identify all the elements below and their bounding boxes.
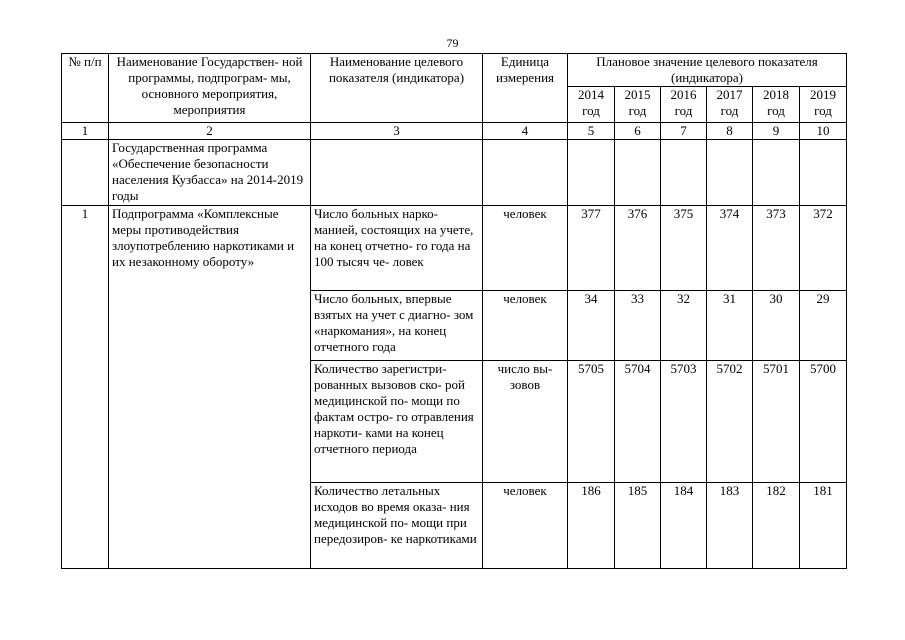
- column-index: 6: [615, 123, 661, 140]
- column-index: 9: [753, 123, 800, 140]
- column-index: 10: [800, 123, 847, 140]
- header-program-name: Наименование Государствен- ной программы, подпрограм- мы, основного мероприятия, мероприятия: [109, 54, 311, 123]
- indicator-name: Количество зарегистри- рованных вызовов ско- рой медицинской по- мощи по фактам остро- го отравления наркоти- ками на конец отчетного периода: [311, 361, 483, 483]
- header-year: 2019 год: [800, 87, 847, 123]
- indicator-name: Число больных, впервые взятых на учет с диагно- зом «наркомания», на конец отчетного года: [311, 291, 483, 361]
- header-year: 2018 год: [753, 87, 800, 123]
- indicator-value: 182: [753, 483, 800, 569]
- indicator-value: 184: [661, 483, 707, 569]
- column-index: 5: [568, 123, 615, 140]
- indicator-value: 374: [707, 206, 753, 291]
- header-no: № п/п: [62, 54, 109, 123]
- indicator-value: 33: [615, 291, 661, 361]
- indicator-value: 183: [707, 483, 753, 569]
- empty-cell: [568, 140, 615, 206]
- column-index: 7: [661, 123, 707, 140]
- column-index: 1: [62, 123, 109, 140]
- empty-cell: [753, 140, 800, 206]
- header-year: 2016 год: [661, 87, 707, 123]
- indicator-value: 375: [661, 206, 707, 291]
- header-year: 2015 год: [615, 87, 661, 123]
- header-year: 2014 год: [568, 87, 615, 123]
- indicator-value: 5700: [800, 361, 847, 483]
- indicator-unit: человек: [483, 206, 568, 291]
- state-program-name: Государственная программа «Обеспечение безопасности населения Кузбасса» на 2014-2019 годы: [109, 140, 311, 206]
- page-number: 79: [446, 36, 459, 50]
- indicator-name: Число больных нарко- манией, состоящих на учете, на конец отчетно- го года на 100 тысяч че- ловек: [311, 206, 483, 291]
- subprogram-name: Подпрограмма «Комплексные меры противодействия злоупотреблению наркотиками и их незаконному обороту»: [109, 206, 311, 569]
- indicator-value: 31: [707, 291, 753, 361]
- indicator-value: 32: [661, 291, 707, 361]
- indicator-value: 181: [800, 483, 847, 569]
- empty-cell: [62, 140, 109, 206]
- column-index: 3: [311, 123, 483, 140]
- column-index: 4: [483, 123, 568, 140]
- indicator-value: 5703: [661, 361, 707, 483]
- indicator-unit: человек: [483, 483, 568, 569]
- indicator-value: 5702: [707, 361, 753, 483]
- header-unit: Единица измерения: [483, 54, 568, 123]
- empty-cell: [661, 140, 707, 206]
- header-row: [62, 54, 847, 87]
- empty-cell: [707, 140, 753, 206]
- indicator-unit: число вы- зовов: [483, 361, 568, 483]
- empty-cell: [311, 140, 483, 206]
- indicator-value: 372: [800, 206, 847, 291]
- header-year: 2017 год: [707, 87, 753, 123]
- indicator-value: 186: [568, 483, 615, 569]
- header-indicator-name: Наименование целевого показателя (индикатора): [311, 54, 483, 123]
- indicator-value: 373: [753, 206, 800, 291]
- indicator-value: 185: [615, 483, 661, 569]
- header-plan-value: Плановое значение целевого показателя (индикатора): [568, 54, 847, 87]
- indicator-value: 377: [568, 206, 615, 291]
- indicator-value: 376: [615, 206, 661, 291]
- indicators-table: [61, 53, 847, 569]
- state-program-row: [62, 140, 847, 206]
- indicator-value: 34: [568, 291, 615, 361]
- indicator-value: 5705: [568, 361, 615, 483]
- column-index: 2: [109, 123, 311, 140]
- indicator-value: 5701: [753, 361, 800, 483]
- empty-cell: [483, 140, 568, 206]
- empty-cell: [800, 140, 847, 206]
- subprogram-no: 1: [62, 206, 109, 569]
- indicator-value: 5704: [615, 361, 661, 483]
- indicator-name: Количество летальных исходов во время оказа- ния медицинской по- мощи при передозиров- ке наркотиками: [311, 483, 483, 569]
- indicator-value: 29: [800, 291, 847, 361]
- indicator-unit: человек: [483, 291, 568, 361]
- column-index-row: [62, 123, 847, 140]
- indicator-value: 30: [753, 291, 800, 361]
- indicator-row: [62, 206, 847, 291]
- empty-cell: [615, 140, 661, 206]
- column-index: 8: [707, 123, 753, 140]
